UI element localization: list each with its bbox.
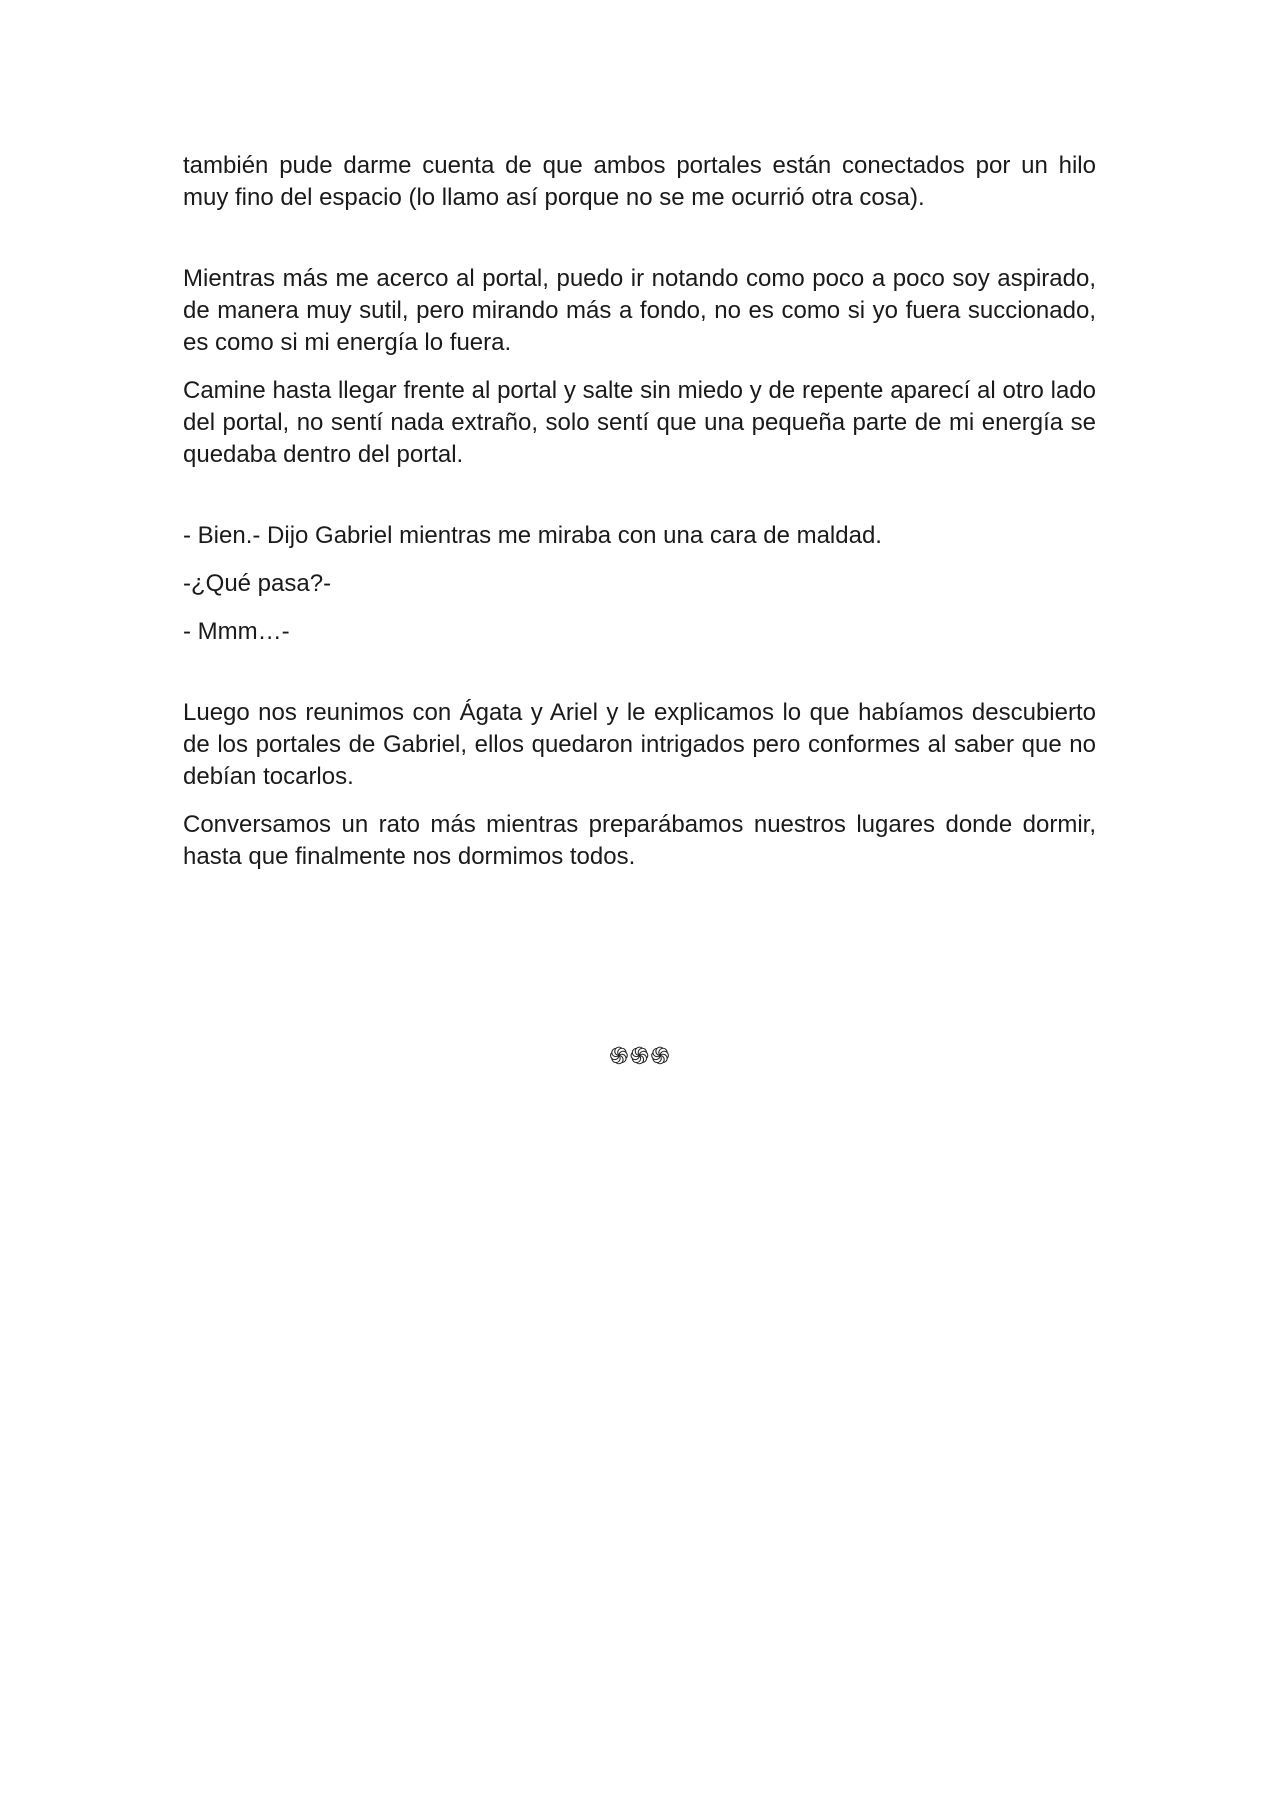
paragraph-4: Luego nos reunimos con Ágata y Ariel y le explicamos lo que habíamos descubierto de los portales de Gabriel, ellos quedaron intrigados pero conformes al saber que no debían tocarlos.: [183, 699, 1096, 790]
paragraph-3: Camine hasta llegar frente al portal y salte sin miedo y de repente aparecí al otro lado del portal, no sentí nada extraño, solo sentí que una pequeña parte de mi energía se quedaba dentro del portal.: [183, 377, 1096, 468]
paragraph-2: Mientras más me acerco al portal, puedo ir notando como poco a poco soy aspirado, de manera muy sutil, pero mirando más a fondo, no es como si yo fuera succionado, es como si mi energía lo fuera.: [183, 265, 1096, 356]
dialogue-line-3: - Mmm…-: [183, 618, 290, 645]
body-text: [183, 150, 1096, 873]
dialogue-line-2: -¿Qué pasa?-: [183, 570, 332, 597]
dialogue-line-1: - Bien.- Dijo Gabriel mientras me miraba con una cara de maldad.: [183, 522, 882, 549]
section-break-ornament-icon: ֍֍֍: [609, 1042, 671, 1070]
paragraph-1: también pude darme cuenta de que ambos portales están conectados por un hilo muy fino del espacio (lo llamo así porque no se me ocurrió otra cosa).: [183, 152, 1096, 211]
paragraph-5: Conversamos un rato más mientras preparábamos nuestros lugares donde dormir, hasta que finalmente nos dormimos todos.: [183, 811, 1096, 870]
